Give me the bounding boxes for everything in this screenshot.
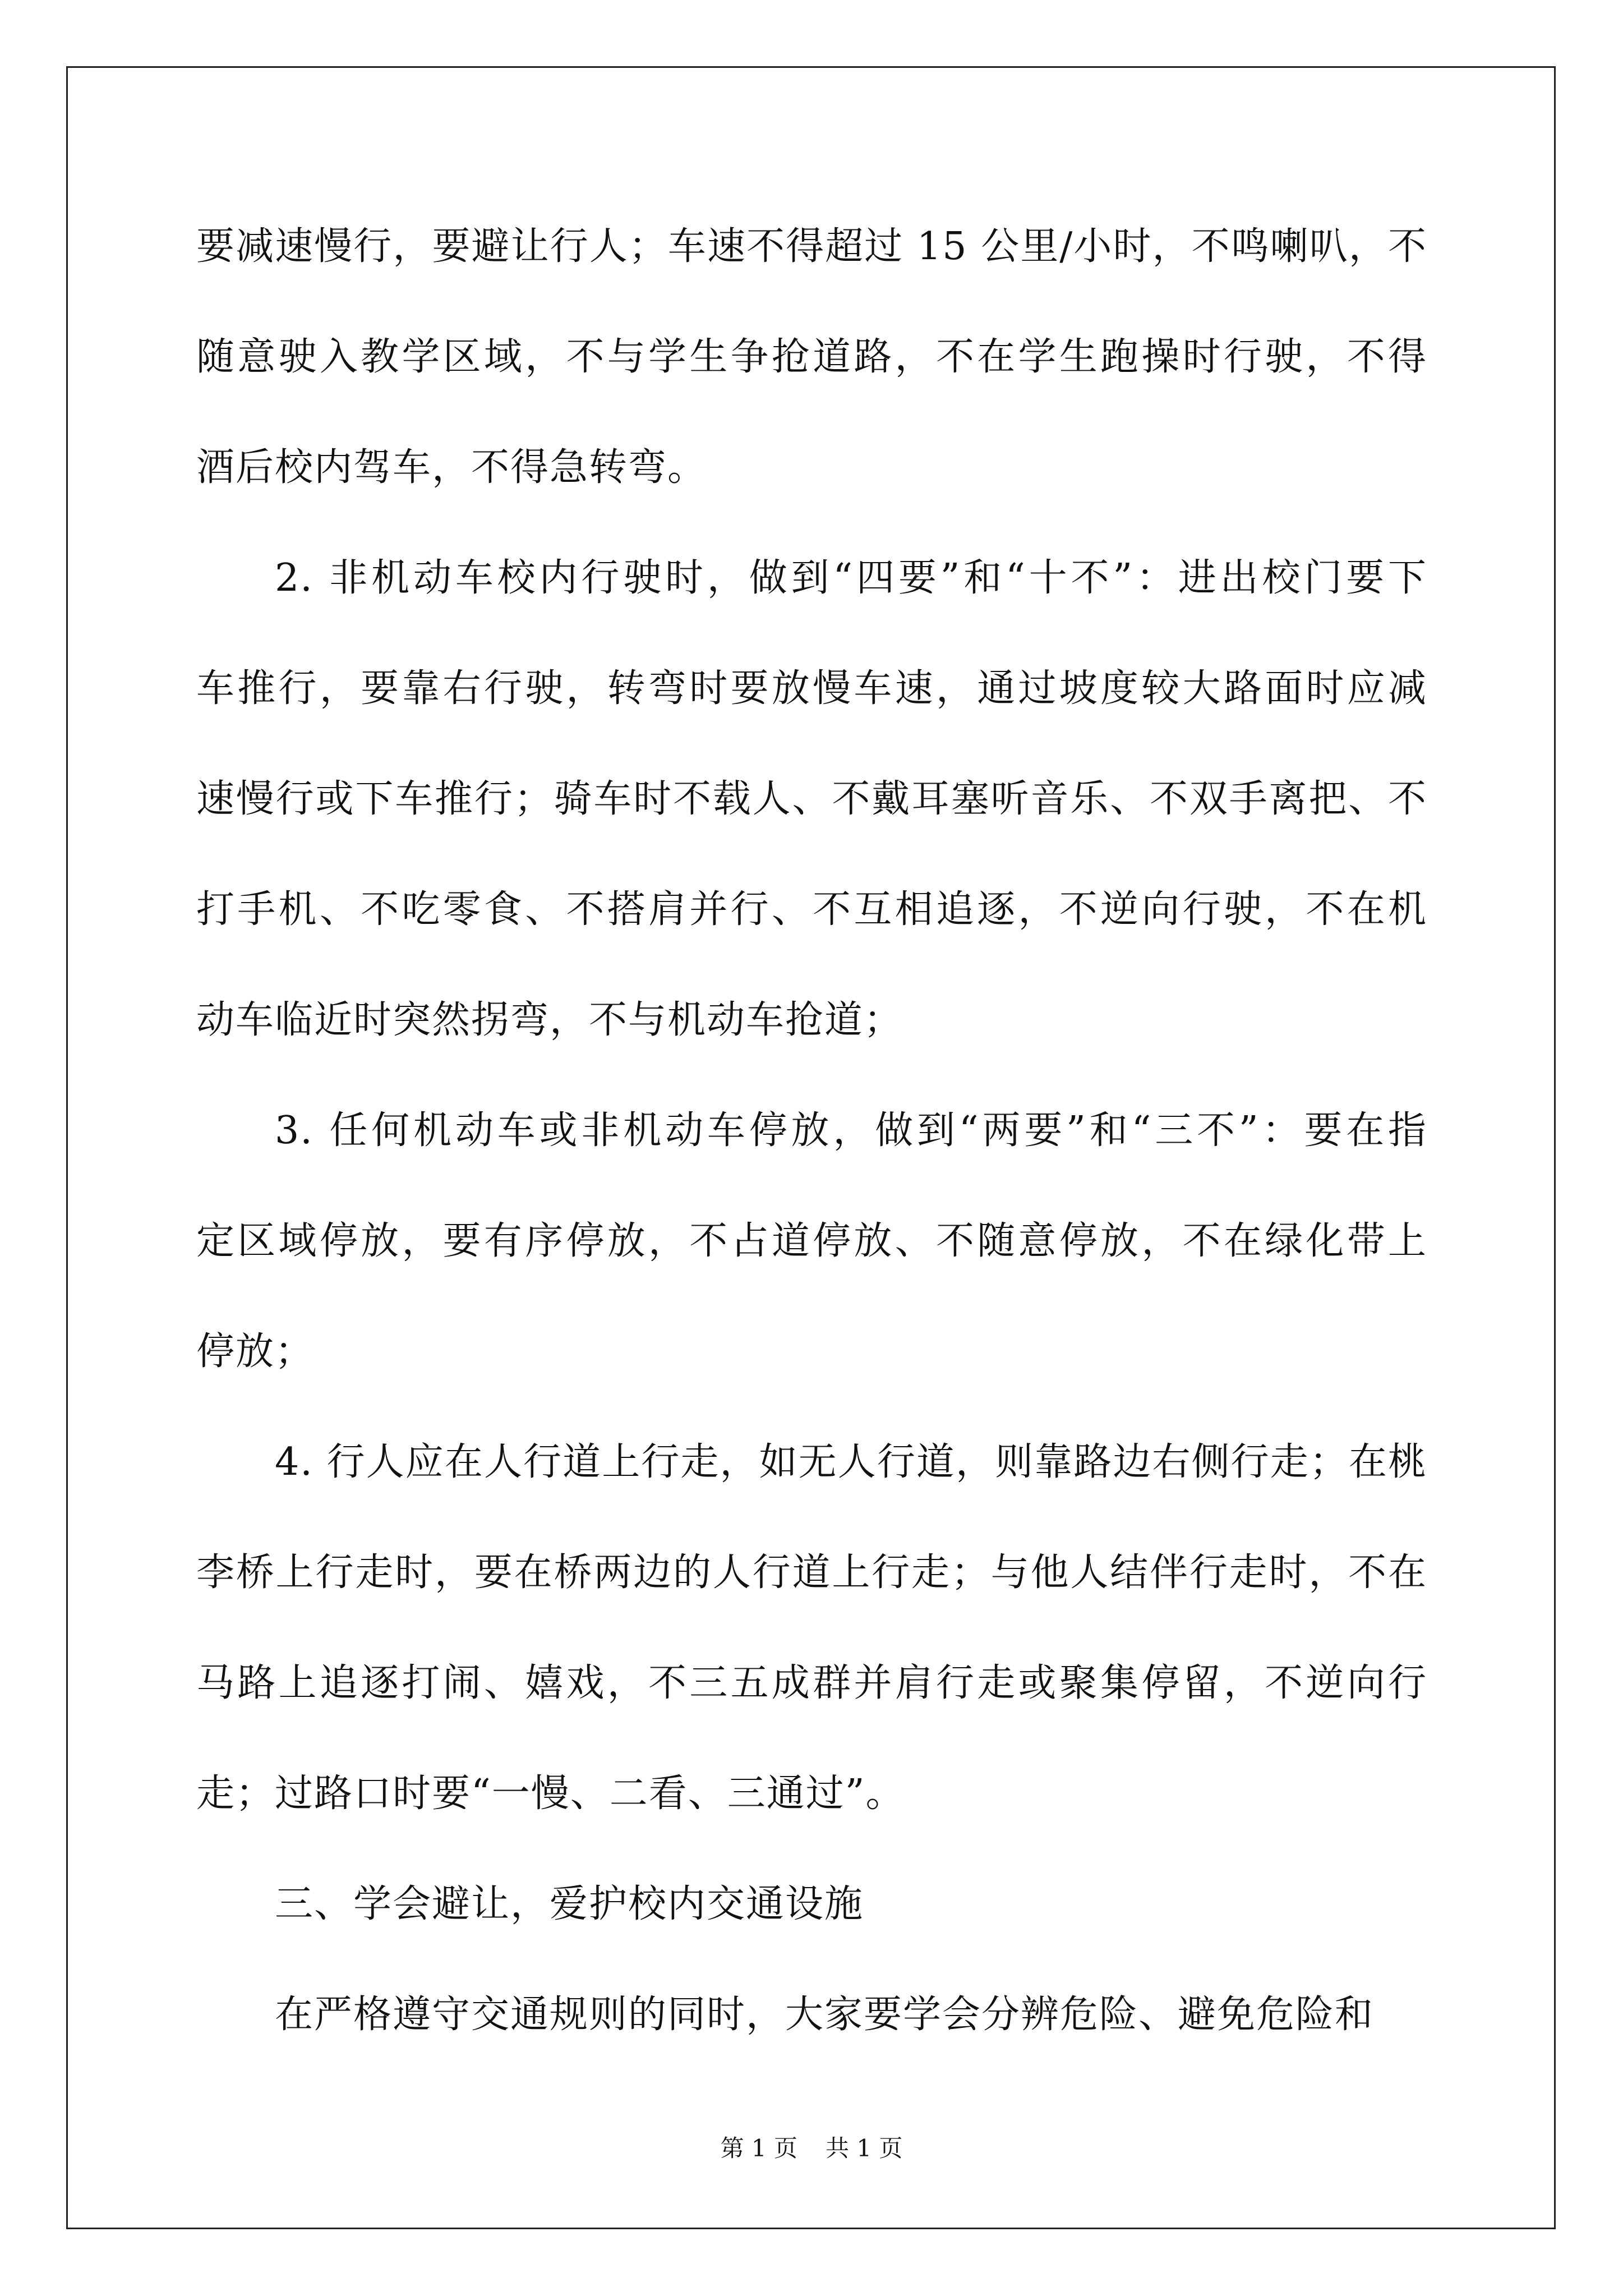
text-line: 马路上追逐打闹、嬉戏，不三五成群并肩行走或聚集停留，不逆向行	[196, 1661, 1427, 1705]
text-line: 打手机、不吃零食、不搭肩并行、不互相追逐，不逆向行驶，不在机	[196, 887, 1427, 932]
text-line: 定区域停放，要有序停放，不占道停放、不随意停放，不在绿化带上	[196, 1219, 1427, 1263]
text-line: 随意驶入教学区域，不与学生争抢道路，不在学生跑操时行驶，不得	[196, 335, 1427, 379]
text-line: 酒后校内驾车，不得急转弯。	[196, 445, 707, 490]
text-line: 2. 非机动车校内行驶时，做到“四要”和“十不”：进出校门要下	[275, 556, 1427, 600]
text-line: 动车临近时突然拐弯，不与机动车抢道；	[196, 998, 903, 1042]
text-line: 走；过路口时要“一慢、二看、三通过”。	[196, 1772, 905, 1816]
text-line: 速慢行或下车推行；骑车时不载人、不戴耳塞听音乐、不双手离把、不	[196, 777, 1427, 821]
page-total: 共 1 页	[826, 2134, 903, 2162]
page-footer	[0, 2132, 1623, 2165]
section-heading: 三、学会避让，爱护校内交通设施	[275, 1882, 864, 1926]
text-line: 在严格遵守交通规则的同时，大家要学会分辨危险、避免危险和	[275, 1993, 1375, 2037]
page-number: 第 1 页	[720, 2134, 797, 2162]
text-line: 4. 行人应在人行道上行走，如无人行道，则靠路边右侧行走；在桃	[275, 1440, 1427, 1484]
text-line: 车推行，要靠右行驶，转弯时要放慢车速，通过坡度较大路面时应减	[196, 666, 1427, 711]
text-line: 3. 任何机动车或非机动车停放，做到“两要”和“三不”：要在指	[275, 1108, 1427, 1153]
document-body	[196, 213, 1427, 2092]
text-line: 停放；	[196, 1329, 315, 1374]
text-line: 要减速慢行，要避让行人；车速不得超过 15 公里/小时，不鸣喇叭，不	[196, 224, 1427, 269]
text-line: 李桥上行走时，要在桥两边的人行道上行走；与他人结伴行走时，不在	[196, 1550, 1427, 1595]
